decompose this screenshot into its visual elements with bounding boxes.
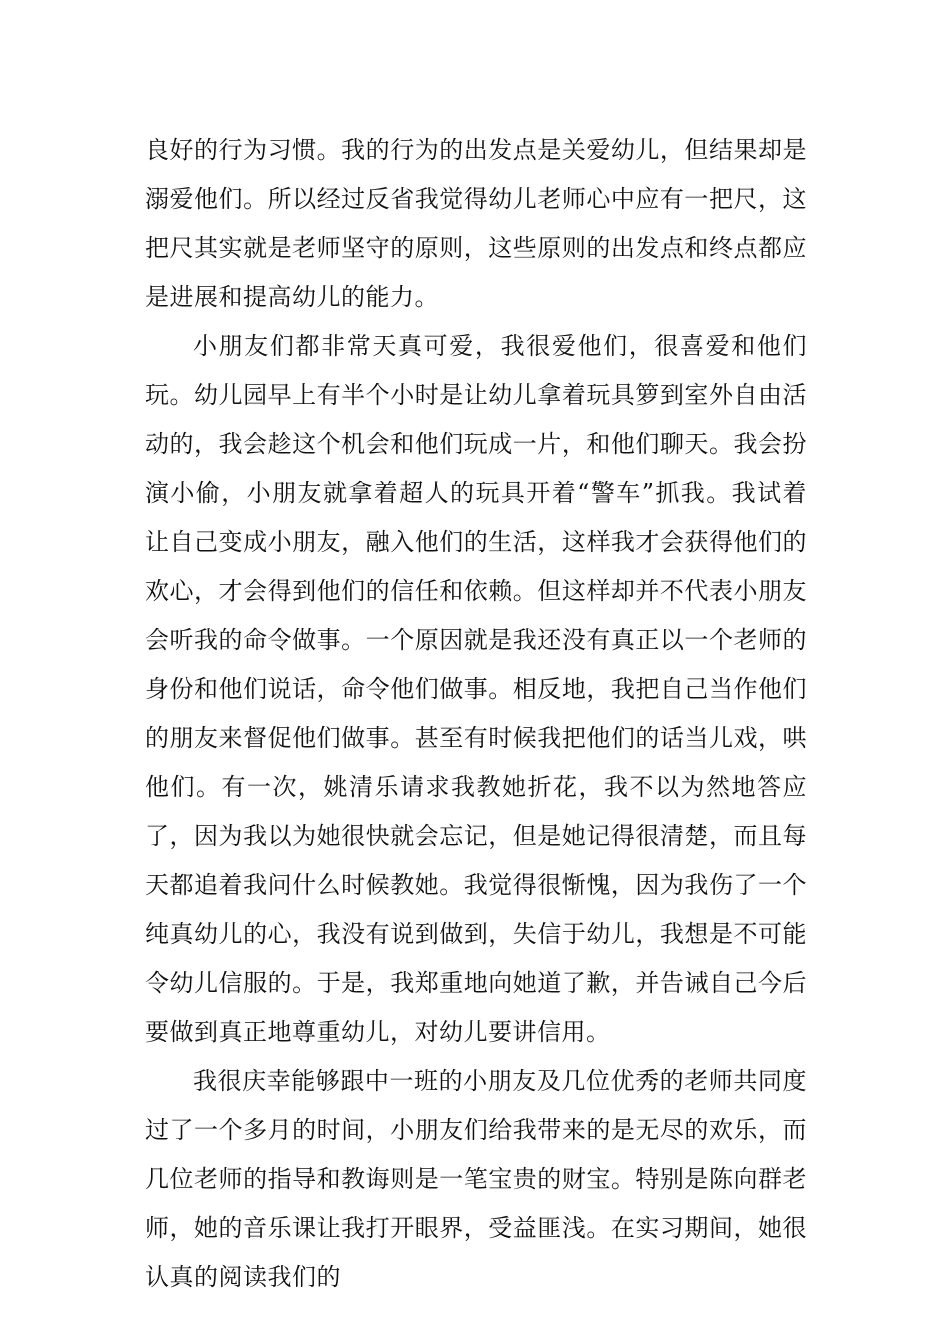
document-body	[145, 126, 807, 1302]
paragraph-1: 良好的行为习惯。我的行为的出发点是关爱幼儿，但结果却是溺爱他们。所以经过反省我觉得幼儿老师心中应有一把尺，这把尺其实就是老师坚守的原则，这些原则的出发点和终点都应是进展和提高幼儿的能力。	[145, 136, 807, 311]
paragraph-3: 我很庆幸能够跟中一班的小朋友及几位优秀的老师共同度过了一个多月的时间，小朋友们给我带来的是无尽的欢乐，而几位老师的指导和教诲则是一笔宝贵的财宝。特别是陈向群老师，她的音乐课让我打开眼界，受益匪浅。在实习期间，她很认真的阅读我们的	[145, 1067, 807, 1291]
paragraph-2: 小朋友们都非常天真可爱，我很爱他们，很喜爱和他们玩。幼儿园早上有半个小时是让幼儿拿着玩具箩到室外自由活动的，我会趁这个机会和他们玩成一片，和他们聊天。我会扮演小偷，小朋友就拿着超人的玩具开着“警车”抓我。我试着让自己变成小朋友，融入他们的生活，这样我才会获得他们的欢心，才会得到他们的信任和依赖。但这样却并不代表小朋友会听我的命令做事。一个原因就是我还没有真正以一个老师的身份和他们说话，命令他们做事。相反地，我把自己当作他们的朋友来督促他们做事。甚至有时候我把他们的话当儿戏，哄他们。有一次，姚清乐请求我教她折花，我不以为然地答应了，因为我以为她很快就会忘记，但是她记得很清楚，而且每天都追着我问什么时候教她。我觉得很惭愧，因为我伤了一个纯真幼儿的心，我没有说到做到，失信于幼儿，我想是不可能令幼儿信服的。于是，我郑重地向她道了歉，并告诫自己今后要做到真正地尊重幼儿，对幼儿要讲信用。	[145, 332, 807, 1046]
